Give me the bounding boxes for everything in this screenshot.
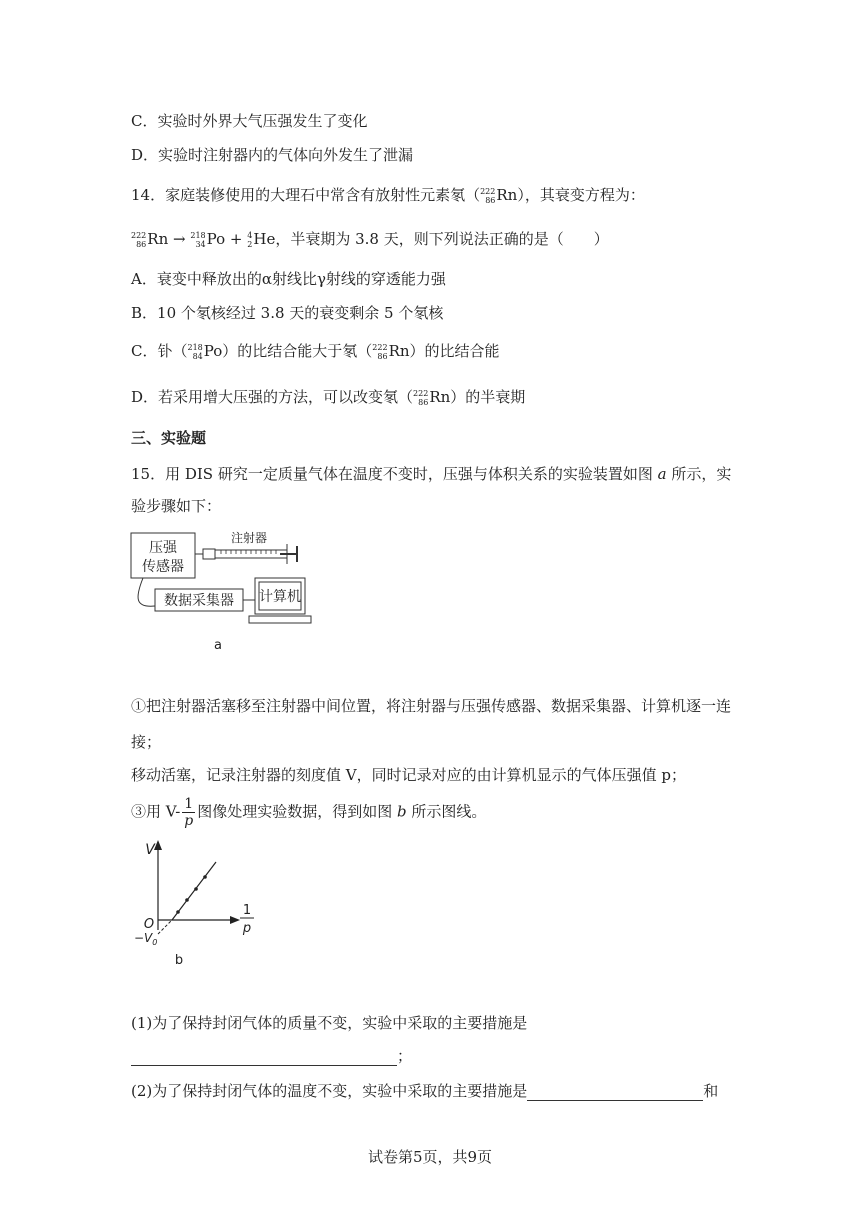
q15-step1-line2: 接； xyxy=(131,733,162,751)
figure-a-caption: a xyxy=(214,638,222,653)
q14-option-b: B．10 个氡核经过 3.8 天的衰变剩余 5 个氡核 xyxy=(131,304,444,322)
q15-stem-line2: 验步骤如下： xyxy=(131,497,222,515)
q15-step2: 移动活塞，记录注射器的刻度值 V，同时记录对应的由计算机显示的气体压强值 p； xyxy=(131,766,686,784)
answer-blank-2[interactable] xyxy=(527,1084,703,1101)
figure-b-caption: b xyxy=(174,953,184,968)
fraction-1-over-p: $\frac{1}{p}$ xyxy=(184,796,194,829)
q14-option-a: A．衰变中释放出的α射线比γ射线的穿透能力强 xyxy=(131,270,446,288)
q13-option-d: D．实验时注射器内的气体向外发生了泄漏 xyxy=(131,146,414,164)
figure-b-graph xyxy=(130,838,270,968)
q14-option-c: C．钋（ 218 84 Po）的比结合能大于氡（ 222 86 Rn）的比结合能 xyxy=(131,342,500,361)
x-axis-label-den: p xyxy=(242,921,252,936)
page-footer: 试卷第5页，共9页 xyxy=(367,1148,493,1166)
data-point xyxy=(185,898,189,902)
intercept-label: $-V_0$ xyxy=(134,931,158,947)
q14-option-d: D．若采用增大压强的方法，可以改变氡（ 222 86 Rn）的半衰期 xyxy=(131,388,526,407)
q15-sub1-blank-line: ； xyxy=(131,1046,412,1066)
y-axis-label: V xyxy=(145,842,155,858)
figure-a-apparatus xyxy=(125,528,325,658)
q13-option-c: C．实验时外界大气压强发生了变化 xyxy=(131,112,368,130)
label-computer: 计算机 xyxy=(259,589,301,605)
q15-stem-line1: 15．用 DIS 研究一定质量气体在温度不变时，压强与体积关系的实验装置如图 a 所示，实 xyxy=(131,465,732,483)
data-point xyxy=(203,875,207,879)
q15-sub1: (1)为了保持封闭气体的质量不变，实验中采取的主要措施是 xyxy=(131,1014,528,1032)
data-point xyxy=(194,887,198,891)
answer-blank-1[interactable] xyxy=(131,1049,397,1066)
q14-stem: 14．家庭装修使用的大理石中常含有放射性元素氡（ 222 86 Rn），其衰变方程为： xyxy=(131,186,645,205)
label-pressure-sensor-1: 压强 xyxy=(149,540,177,556)
x-axis-label-num: 1 xyxy=(242,903,252,918)
q15-step1-line1: ①把注射器活塞移至注射器中间位置，将注射器与压强传感器、数据采集器、计算机逐一连 xyxy=(131,697,732,715)
data-point xyxy=(176,910,180,914)
label-pressure-sensor-2: 传感器 xyxy=(142,559,184,575)
q14-equation: 222 86 Rn → 218 34 Po + 4 2 He，半衰期为 3.8 天，则下列说法正确的是（ ） xyxy=(131,230,609,249)
label-data-collector: 数据采集器 xyxy=(164,593,234,609)
q15-sub2: (2)为了保持封闭气体的温度不变，实验中采取的主要措施是 和 xyxy=(131,1082,719,1100)
q15-step3: ③用 V- $\frac{1}{p}$ 图像处理实验数据，得到如图 b 所示图线。 xyxy=(131,796,487,829)
origin-label: O xyxy=(143,917,155,932)
section-heading: 三、实验题 xyxy=(131,429,207,447)
label-syringe: 注射器 xyxy=(230,531,268,545)
